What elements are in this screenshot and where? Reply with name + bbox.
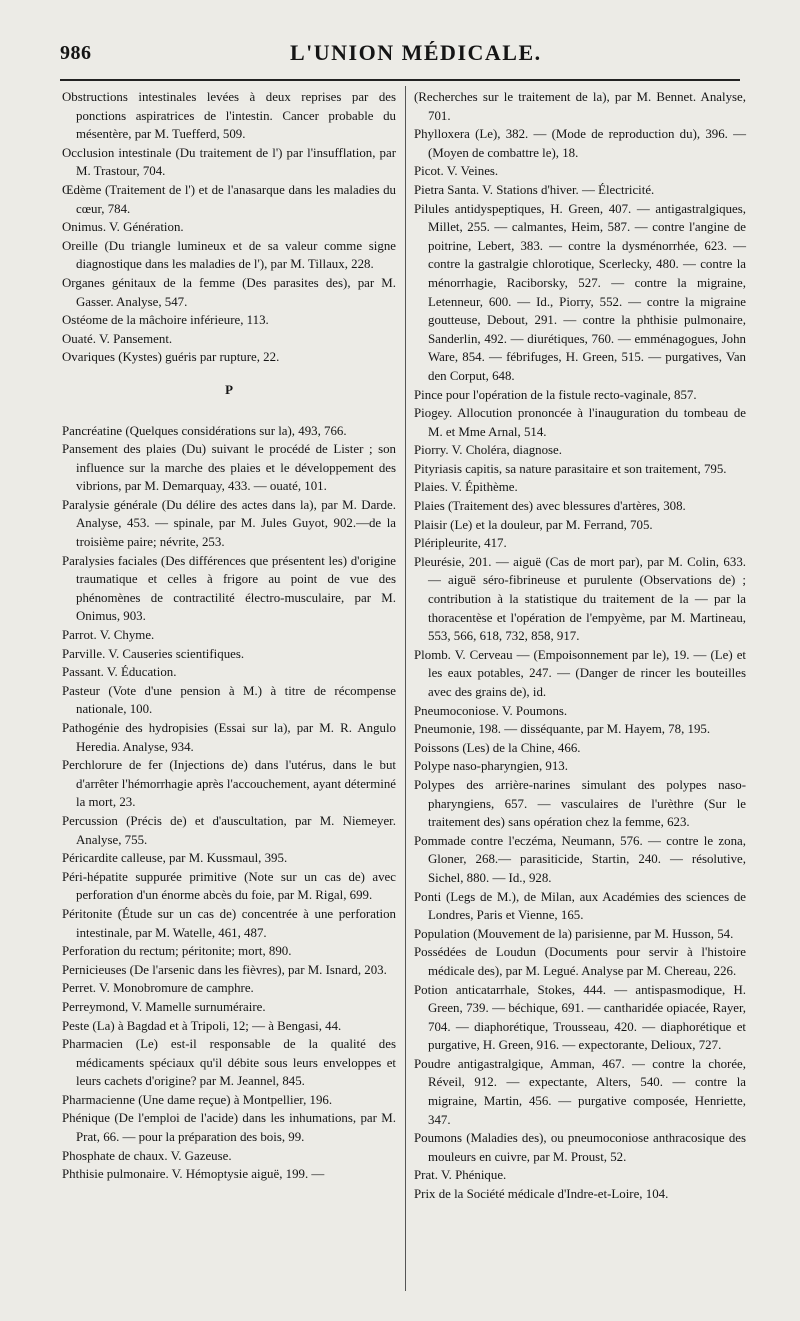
index-entry: Obstructions intestinales levées à deux reprises par des ponctions aspiratrices de l'intestin. Cancer probable du mésentère, par M. Tuefferd, 509.: [62, 90, 396, 142]
index-entry: Plomb. V. Cerveau — (Empoisonnement par le), 19. — (Le) et les eaux potables, 247. — (Danger de rincer les bouteilles avec des grains de), id.: [414, 647, 746, 699]
index-entry: Œdème (Traitement de l') et de l'anasarque dans les maladies du cœur, 784.: [62, 182, 396, 216]
index-entry: Pommade contre l'eczéma, Neumann, 576. — contre le zona, Gloner, 268.— parasiticide, Startin, 240. — résolutive, Sichel, 880. — Id., 928.: [414, 833, 746, 885]
index-entry: Perchlorure de fer (Injections de) dans l'utérus, dans le but d'arrêter l'hémorrhagie après l'accouchement, ayant déterminé la mort, 23.: [62, 758, 396, 810]
index-entry: Pityriasis capitis, sa nature parasitaire et son traitement, 795.: [414, 461, 727, 476]
index-entry: Potion anticatarrhale, Stokes, 444. — antispasmodique, H. Green, 739. — béchique, 691. — cantharidée opiacée, Rayer, 704. — diaphorétique, Trousseau, 420. — diaphorétique et purgative, H. Green, 916. — expectorante, Delioux, 727.: [414, 982, 746, 1053]
index-entry: Passant. V. Éducation.: [62, 665, 177, 680]
index-entry: Pilules antidyspeptiques, H. Green, 407. — antigastralgiques, Millet, 255. — calmantes, Heim, 587. — contre l'angine de poitrine, Lebert, 383. — contre la dysménorrhée, 623. — contre la gastralgie chlorotique, Scerlecky, 480. — contre la ménorrhagie, Raciborsky, 527. — contre la migraine, Letenneur, 600. — Id., Piorry, 552. — contre la migraine goutteuse, Debout, 291. — contre la phthisie pulmonaire, Sanderlin, 492. — diurétiques, 760. — emménagogues, John Ware, 854. — fébrifuges, H. Green, 515. — purgatives, Van den Corput, 648.: [414, 201, 746, 383]
index-entry: Plaisir (Le) et la douleur, par M. Ferrand, 705.: [414, 517, 653, 532]
index-entry: Population (Mouvement de la) parisienne, par M. Husson, 54.: [414, 926, 734, 941]
index-entry: Ostéome de la mâchoire inférieure, 113.: [62, 313, 269, 328]
index-entry: Pancréatine (Quelques considérations sur la), 493, 766.: [62, 423, 347, 438]
index-entry: Polypes des arrière-narines simulant des polypes naso-pharyngiens, 657. — vasculaires de l'urèthre (Sur le traitement des) sans opération chez la femme, 623.: [414, 777, 746, 830]
index-entry: Parrot. V. Chyme.: [62, 628, 155, 643]
index-entry: Pleurésie, 201. — aiguë (Cas de mort par), par M. Colin, 633. — aiguë séro-fibrineuse et purulente (Observations de) ; contribution à la statistique du traitement de la — par la thoracentèse et l'opération de l'empyème, par M. Martineau, 553, 566, 618, 732, 858, 917.: [414, 554, 746, 644]
index-entry: Paralysie générale (Du délire des actes dans la), par M. Darde. Analyse, 453. — spinale, par M. Jules Guyot, 902.—de la troisième paire; névrite, 253.: [62, 497, 396, 550]
index-entry: Occlusion intestinale (Du traitement de l') par l'insufflation, par M. Trastour, 704.: [62, 145, 396, 179]
header-rule: [60, 79, 740, 81]
journal-title: L'UNION MÉDICALE.: [290, 40, 542, 65]
index-entry: Phylloxera (Le), 382. — (Mode de reproduction du), 396. — (Moyen de combattre le), 18.: [414, 127, 746, 160]
index-entry: (Recherches sur le traitement de la), par M. Bennet. Analyse, 701.: [414, 90, 746, 123]
index-entry: Plaies. V. Épithème.: [414, 480, 518, 495]
index-entry: Péricardite calleuse, par M. Kussmaul, 395.: [62, 851, 288, 866]
index-entry: Ouaté. V. Pansement.: [62, 331, 173, 346]
index-entry: Pansement des plaies (Du) suivant le procédé de Lister ; son influence sur la marche des plaies et le développement des vibrions, par M. Demarquay, 433. — ouaté, 101.: [62, 442, 396, 494]
index-entry: Picot. V. Veines.: [414, 164, 499, 179]
index-entry: Prix de la Société médicale d'Indre-et-Loire, 104.: [414, 1187, 669, 1202]
index-entry: Onimus. V. Génération.: [62, 220, 184, 235]
left-column: [62, 88, 396, 1184]
index-entry: Phosphate de chaux. V. Gazeuse.: [62, 1148, 232, 1163]
index-entry: Pince pour l'opération de la fistule recto-vaginale, 857.: [414, 387, 697, 402]
page-header: [60, 36, 740, 80]
index-entry: Possédées de Loudun (Documents pour servir à l'histoire médicale des), par M. Legué. Analyse par M. Chereau, 226.: [414, 945, 746, 978]
index-entry: Poudre antigastralgique, Amman, 467. — contre la chorée, Réveil, 912. — expectante, Alters, 540. — contre la migraine, Martin, 456. — purgative composée, Henriette, 347.: [414, 1056, 746, 1127]
index-entry: Pharmacienne (Une dame reçue) à Montpellier, 196.: [62, 1092, 333, 1107]
index-entry: Pernicieuses (De l'arsenic dans les fièvres), par M. Isnard, 203.: [62, 962, 387, 977]
index-entry: Péri-hépatite suppurée primitive (Note sur un cas de) avec perforation d'un énorme abcès du foie, par M. Rigal, 699.: [62, 869, 396, 903]
index-entry: Phénique (De l'emploi de l'acide) dans les inhumations, par M. Prat, 66. — pour la préparation des bois, 99.: [62, 1111, 396, 1145]
column-divider: [405, 86, 406, 1291]
index-entry: Perreymond, V. Mamelle surnuméraire.: [62, 999, 266, 1014]
index-entry: Parville. V. Causeries scientifiques.: [62, 646, 245, 661]
index-entry: Pasteur (Vote d'une pension à M.) à titre de récompense nationale, 100.: [62, 683, 396, 717]
index-entry: Paralysies faciales (Des différences que présentent les) d'origine traumatique et celles à frigore au point de vue des phénomènes de contractilité électro-musculaire, par M. Onimus, 903.: [62, 553, 396, 624]
index-entry: Pietra Santa. V. Stations d'hiver. — Électricité.: [414, 182, 655, 197]
index-entry: Plaies (Traitement des) avec blessures d'artères, 308.: [414, 499, 686, 514]
index-entry: Ponti (Legs de M.), de Milan, aux Académies des sciences de Londres, Paris et Vienne, 165.: [414, 889, 746, 923]
index-entry: Phthisie pulmonaire. V. Hémoptysie aiguë, 199. —: [62, 1167, 325, 1182]
index-entry: Peste (La) à Bagdad et à Tripoli, 12; — à Bengasi, 44.: [62, 1018, 342, 1033]
index-entry: Oreille (Du triangle lumineux et de sa valeur comme signe diagnostique dans les maladies de l'), par M. Tillaux, 228.: [62, 238, 396, 272]
index-entry: Pneumonie, 198. — disséquante, par M. Hayem, 78, 195.: [414, 722, 711, 737]
index-entry: Pharmacien (Le) est-il responsable de la qualité des médicaments spéciaux qu'il débite sous leurs enveloppes et leurs cachets d'origine? par M. Jeannel, 845.: [62, 1037, 396, 1089]
index-entry: Polype naso-pharyngien, 913.: [414, 759, 568, 774]
index-entry: Piogey. Allocution prononcée à l'inauguration du tombeau de M. et Mme Arnal, 514.: [414, 406, 746, 439]
right-column: [414, 88, 746, 1204]
page-number: 986: [60, 42, 92, 64]
index-entry: Pneumoconiose. V. Poumons.: [414, 703, 568, 718]
index-entry: Pathogénie des hydropisies (Essai sur la), par M. R. Angulo Heredia. Analyse, 934.: [62, 721, 396, 754]
index-entry: Pléripleurite, 417.: [414, 536, 507, 551]
section-letter: P: [225, 382, 233, 397]
index-entry: Poumons (Maladies des), ou pneumoconiose anthracosique des mouleurs en cuivre, par M. Proust, 52.: [414, 1131, 746, 1164]
index-entry: Poissons (Les) de la Chine, 466.: [414, 740, 581, 755]
index-entry: Péritonite (Étude sur un cas de) concentrée à une perforation intestinale, par M. Watelle, 461, 487.: [62, 906, 396, 940]
index-entry: Ovariques (Kystes) guéris par rupture, 22.: [62, 350, 280, 365]
index-entry: Perret. V. Monobromure de camphre.: [62, 981, 254, 996]
index-entry: Percussion (Précis de) et d'auscultation, par M. Niemeyer. Analyse, 755.: [62, 813, 396, 847]
index-entry: Organes génitaux de la femme (Des parasites des), par M. Gasser. Analyse, 547.: [62, 275, 396, 309]
index-entry: Prat. V. Phénique.: [414, 1168, 507, 1183]
index-entry: Piorry. V. Choléra, diagnose.: [414, 443, 562, 458]
index-entry: Perforation du rectum; péritonite; mort, 890.: [62, 944, 292, 959]
